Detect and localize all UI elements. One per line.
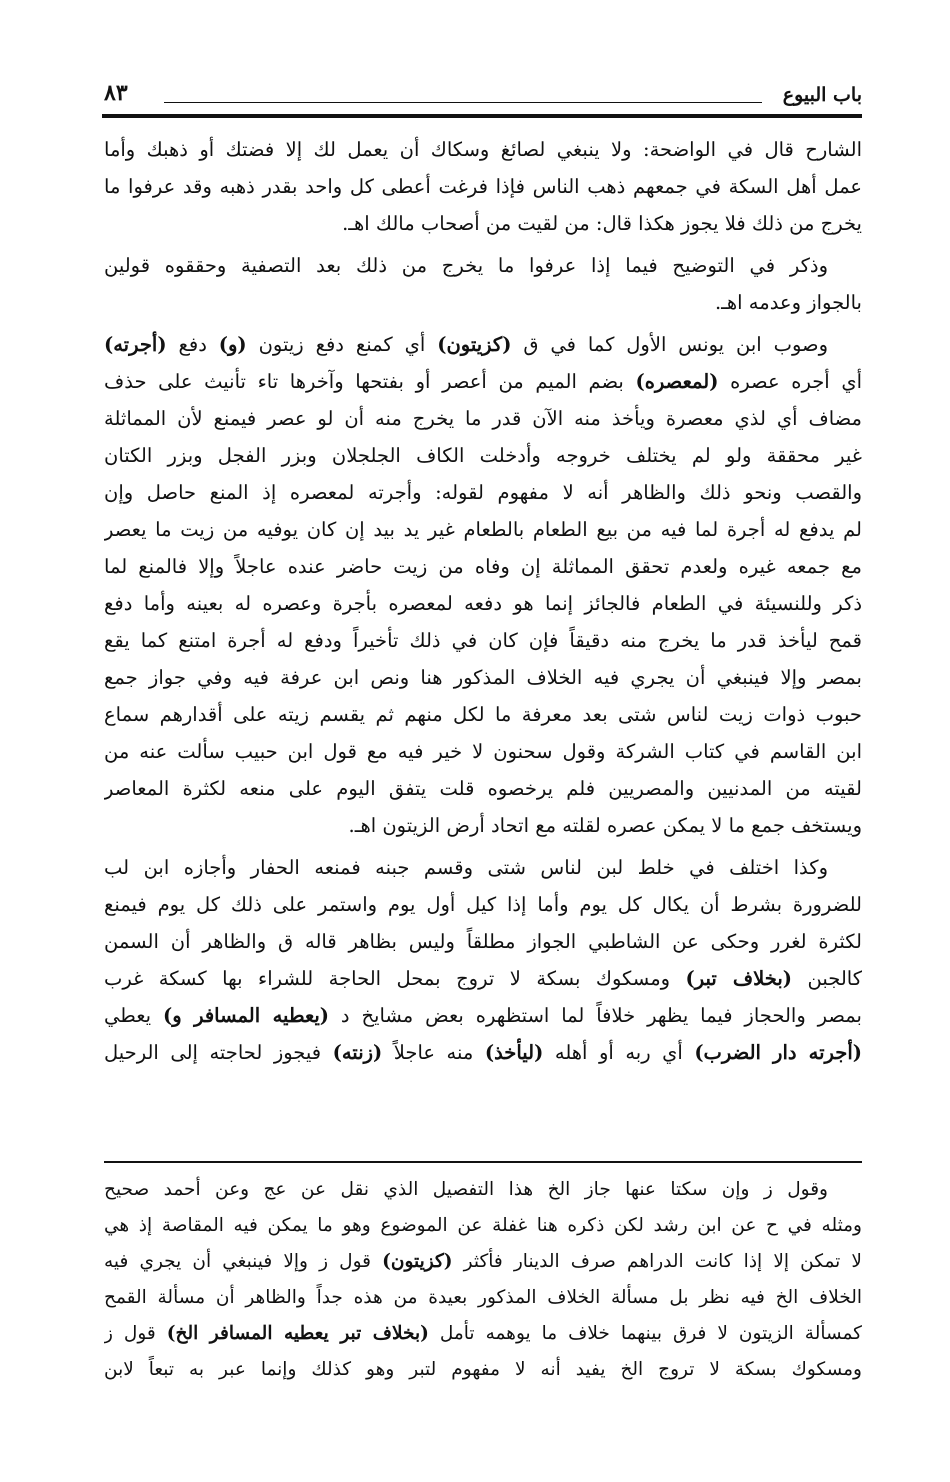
header-rule — [102, 114, 862, 118]
text-line — [104, 886, 862, 923]
text-line — [104, 849, 862, 886]
text-line — [104, 168, 862, 205]
text-segment: بضم الميم من أعصر أو بفتحها وآخرها تاء تأنيث على حذف — [104, 370, 636, 393]
running-title: باب البيوع — [782, 84, 862, 106]
text-line — [104, 770, 862, 807]
bold-term: (بخلاف تبر) — [685, 967, 793, 990]
paragraph — [104, 247, 862, 321]
text-line — [104, 1034, 862, 1071]
text-segment: حبوب ذوات زيت لناس شتى بعد معرفة ما لكل منهم ثم يقسم زيته على أقدارهم سماع — [104, 703, 862, 726]
paragraph — [104, 131, 862, 242]
text-segment: لم يدفع له أجرة لما فيه من بيع الطعام بالطعام غير يد بيد إن كان يوفيه من زيت ما يعصر — [104, 518, 862, 541]
paragraph — [104, 849, 862, 1071]
text-segment: وقول ز وإن سكتا عنها جاز الخ هذا التفصيل الذي نقل عن عج وعن أحمد صحيح — [104, 1179, 828, 1200]
main-text — [104, 131, 862, 1076]
text-segment: قول ز وإلا فينبغي أن يجري فيه — [104, 1251, 383, 1272]
bold-term: (أجرته دار الضرب) — [694, 1041, 862, 1064]
text-segment: منه عاجلاً — [382, 1041, 485, 1064]
text-segment: فيجوز لحاجته إلى الرحيل — [104, 1041, 333, 1064]
text-segment: قمح ليأخذ قدر ما يخرج منه دقيقاً فإن كان في ذلك تأخيراً ودفع له أجرة امتنع كما يقع — [104, 629, 862, 652]
text-line — [104, 923, 862, 960]
text-line — [104, 548, 862, 585]
text-segment: والقصب ونحو ذلك والظاهر أنه لا مفهوم لقوله: وأجرته لمعصره إذ المنع حاصل وإن — [104, 481, 862, 504]
text-line — [104, 205, 862, 242]
text-line — [104, 1208, 862, 1244]
text-line — [104, 400, 862, 437]
text-segment: لقيته من المدنيين والمصريين فلم يرخصوه قلت يتفق اليوم على منعه لكثرة المعاصر — [104, 777, 862, 800]
text-line — [104, 622, 862, 659]
text-line — [104, 659, 862, 696]
text-line — [104, 474, 862, 511]
text-line — [104, 733, 862, 770]
text-segment: لا تمكن إلا إذا كانت الدراهم صرف الدينار فأكثر — [452, 1251, 862, 1272]
text-segment: ذكر وللنسيئة في الطعام فالجائز إنما هو دفعه لمعصره بأجرة وعصره له بعينه وأما دفع — [104, 592, 862, 615]
text-line — [104, 1244, 862, 1280]
text-segment: للضرورة بشرط أن يكال كل يوم وأما إذا كيل أول يوم واستمر على ذلك كل يوم فيمنع — [104, 893, 862, 916]
text-segment: أي ربه أو أهله — [543, 1041, 695, 1064]
text-line — [104, 1352, 862, 1388]
text-line — [104, 363, 862, 400]
text-segment: بمصر والحجاز فيما يظهر خلافاً لما استظهره بعض مشايخ د — [329, 1004, 862, 1027]
page-header — [104, 80, 862, 112]
text-segment: وذكر في التوضيح فيما إذا عرفوا ما يخرج من ذلك بعد التصفية وحققوه قولين — [104, 254, 828, 277]
text-line — [104, 131, 862, 168]
bold-term: (كزيتون) — [437, 333, 512, 356]
text-segment: يخرج من ذلك فلا يجوز هكذا قال: من لقيت من أصحاب مالك اهـ. — [342, 212, 862, 235]
footnotes — [104, 1172, 862, 1393]
bold-term: (لمعصره) — [635, 370, 719, 393]
text-segment: ومثله في ح عن ابن رشد لكن ذكره هنا غفلة عن الموضوع وهو ما يمكن فيه المقاصة إذ هي — [104, 1215, 862, 1236]
text-line — [104, 437, 862, 474]
text-segment: ومسكوك بسكة لا تروج بمحل الحاجة للشراء بها كسكة غرب — [104, 967, 686, 990]
text-line — [104, 960, 862, 997]
bold-term: (كزيتون) — [382, 1251, 453, 1272]
text-segment: أي كمنع دفع زيتون — [246, 333, 438, 356]
text-segment: الخلاف الخ فيه نظر بل مسألة الخلاف المذكور بعيدة من هذه جداً والظاهر أن مسألة القمح — [104, 1287, 862, 1308]
bold-term: (بخلاف تبر يعطيه المسافر الخ) — [166, 1323, 429, 1344]
paragraph — [104, 326, 862, 844]
text-segment: ومسكوك بسكة لا تروج الخ يفيد أنه لا مفهوم لتبر وهو كذلك وإنما عبر به تبعاً لابن — [104, 1359, 862, 1380]
text-line — [104, 326, 862, 363]
text-line — [104, 696, 862, 733]
text-line — [104, 1280, 862, 1316]
text-segment: الشارح قال في الواضحة: ولا ينبغي لصائغ وسكاك أن يعمل لك إلا فضتك أو ذهبك وأما — [104, 138, 862, 161]
text-segment: لكثرة لغرر وحكى عن الشاطبي الجواز مطلقاً وليس بظاهر قاله ق والظاهر أن السمن — [104, 930, 862, 953]
text-segment: دفع — [166, 333, 219, 356]
text-segment: كالجبن — [792, 967, 862, 990]
text-segment: وكذا اختلف في خلط لبن لناس شتى وقسم جبنه فمنعه الحفار وأجازه ابن لب — [104, 856, 828, 879]
text-segment: يعطي — [104, 1004, 163, 1027]
text-segment: مع جمعه غيره ولعدم تحقق المماثلة إن وفاه من زيت حاضر عنده عاجلاً وإلا فالمنع لما — [104, 555, 862, 578]
text-segment: بمصر وإلا فينبغي أن يجري فيه الخلاف المذكور هنا ونص ابن عرفة فيه وفي جواز جمع — [104, 666, 862, 689]
bold-term: (ليأخذ) — [484, 1041, 544, 1064]
text-segment: مضاف أي لذي معصرة ويأخذ منه الآن قدر ما يخرج منه أن لو عصر فيمنع لأن المماثلة — [104, 407, 862, 430]
text-segment: قول ز — [104, 1323, 167, 1344]
paragraph — [104, 1172, 862, 1388]
text-segment: بالجواز وعدمه اهـ. — [714, 291, 862, 314]
bold-term: (أجرته) — [104, 333, 167, 356]
text-segment: ابن القاسم في كتاب الشركة وقول سحنون لا خير فيه مع قول ابن حبيب سألت عنه من — [104, 740, 862, 763]
text-segment: عمل أهل السكة في جمعهم ذهب الناس فإذا فرغت أعطى كل واحد بقدر ذهبه وقد عرفوا ما — [104, 175, 862, 198]
bold-term: (زنته) — [332, 1041, 383, 1064]
text-line — [104, 511, 862, 548]
text-segment: غير محققة ولو لم يختلف خروجه وأدخلت الكاف الجلجلان وبزر الفجل وبزر الكتان — [104, 444, 862, 467]
bold-term: (و) — [218, 333, 247, 356]
footnote-divider — [104, 1161, 862, 1163]
text-line — [104, 1172, 862, 1208]
text-segment: وصوب ابن يونس الأول كما في ق — [511, 333, 828, 356]
text-line — [104, 807, 862, 844]
text-segment: أي أجره عصره — [718, 370, 862, 393]
text-line — [104, 284, 862, 321]
text-segment: كمسألة الزيتون لا فرق بينهما خلاف ما يوهمه تأمل — [428, 1323, 862, 1344]
page-number: ٨٣ — [104, 80, 128, 106]
bold-term: (يعطيه المسافر و) — [162, 1004, 329, 1027]
header-divider — [164, 102, 762, 103]
text-line — [104, 585, 862, 622]
text-line — [104, 997, 862, 1034]
text-segment: ويستخف جمع ما لا يمكن عصره لقلته مع اتحاد أرض الزيتون اهـ. — [348, 814, 862, 837]
text-line — [104, 247, 862, 284]
text-line — [104, 1316, 862, 1352]
